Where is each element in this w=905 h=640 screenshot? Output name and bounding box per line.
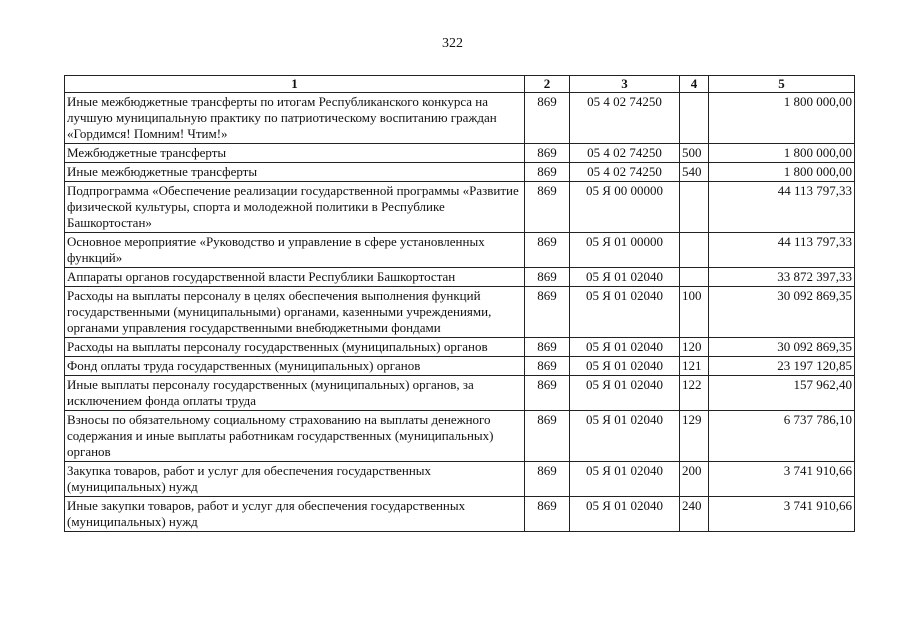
table-body xyxy=(65,93,855,532)
row-expense-type-cell: 121 xyxy=(680,357,709,376)
row-name-cell: Расходы на выплаты персоналу государственных (муниципальных) органов xyxy=(65,338,525,357)
row-target-code-cell: 05 Я 01 02040 xyxy=(570,357,680,376)
row-admin-code-cell: 869 xyxy=(525,497,570,532)
table-row xyxy=(65,357,855,376)
row-expense-type-cell xyxy=(680,233,709,268)
row-admin-code-cell: 869 xyxy=(525,411,570,462)
row-amount-cell: 23 197 120,85 xyxy=(709,357,855,376)
row-amount-cell: 3 741 910,66 xyxy=(709,497,855,532)
row-name-cell: Основное мероприятие «Руководство и управление в сфере установленных функций» xyxy=(65,233,525,268)
row-name-cell: Фонд оплаты труда государственных (муниципальных) органов xyxy=(65,357,525,376)
row-expense-type-cell: 120 xyxy=(680,338,709,357)
page-number: 322 xyxy=(442,36,463,51)
row-admin-code-cell: 869 xyxy=(525,93,570,144)
row-name-cell: Взносы по обязательному социальному страхованию на выплаты денежного содержания и иные выплаты работникам государственных (муниципальных) органов xyxy=(65,411,525,462)
header-cell-code: 3 xyxy=(570,76,680,93)
row-expense-type-cell: 100 xyxy=(680,287,709,338)
row-expense-type-cell xyxy=(680,268,709,287)
row-admin-code-cell: 869 xyxy=(525,233,570,268)
row-target-code-cell: 05 Я 01 02040 xyxy=(570,376,680,411)
row-target-code-cell: 05 Я 01 00000 xyxy=(570,233,680,268)
row-admin-code-cell: 869 xyxy=(525,268,570,287)
table-row xyxy=(65,497,855,532)
header-cell-adm: 2 xyxy=(525,76,570,93)
row-amount-cell: 44 113 797,33 xyxy=(709,182,855,233)
table-row xyxy=(65,338,855,357)
budget-table xyxy=(64,75,855,532)
row-name-cell: Закупка товаров, работ и услуг для обеспечения государственных (муниципальных) нужд xyxy=(65,462,525,497)
row-expense-type-cell: 540 xyxy=(680,163,709,182)
table-row xyxy=(65,376,855,411)
row-admin-code-cell: 869 xyxy=(525,287,570,338)
row-admin-code-cell: 869 xyxy=(525,338,570,357)
row-target-code-cell: 05 Я 01 02040 xyxy=(570,462,680,497)
table-header-row xyxy=(65,76,855,93)
row-amount-cell: 1 800 000,00 xyxy=(709,93,855,144)
row-amount-cell: 6 737 786,10 xyxy=(709,411,855,462)
row-expense-type-cell: 240 xyxy=(680,497,709,532)
row-admin-code-cell: 869 xyxy=(525,462,570,497)
table-row xyxy=(65,268,855,287)
table-row xyxy=(65,462,855,497)
table-row xyxy=(65,144,855,163)
row-amount-cell: 30 092 869,35 xyxy=(709,338,855,357)
row-expense-type-cell: 129 xyxy=(680,411,709,462)
row-admin-code-cell: 869 xyxy=(525,163,570,182)
row-target-code-cell: 05 4 02 74250 xyxy=(570,163,680,182)
row-name-cell: Иные межбюджетные трансферты по итогам Республиканского конкурса на лучшую муниципальную практику по патриотическому воспитанию граждан «Гордимся! Помним! Чтим!» xyxy=(65,93,525,144)
row-name-cell: Иные межбюджетные трансферты xyxy=(65,163,525,182)
row-name-cell: Межбюджетные трансферты xyxy=(65,144,525,163)
row-target-code-cell: 05 Я 01 02040 xyxy=(570,287,680,338)
row-amount-cell: 3 741 910,66 xyxy=(709,462,855,497)
table-row xyxy=(65,233,855,268)
row-target-code-cell: 05 4 02 74250 xyxy=(570,144,680,163)
row-admin-code-cell: 869 xyxy=(525,376,570,411)
row-admin-code-cell: 869 xyxy=(525,182,570,233)
row-name-cell: Расходы на выплаты персоналу в целях обеспечения выполнения функций государственными (муниципальными) органами, казенными учреждениями, органами управления государственными внебюджетными фондами xyxy=(65,287,525,338)
row-amount-cell: 30 092 869,35 xyxy=(709,287,855,338)
table-row xyxy=(65,411,855,462)
row-expense-type-cell xyxy=(680,182,709,233)
row-amount-cell: 157 962,40 xyxy=(709,376,855,411)
row-expense-type-cell: 122 xyxy=(680,376,709,411)
row-target-code-cell: 05 Я 01 02040 xyxy=(570,268,680,287)
table-row xyxy=(65,287,855,338)
row-target-code-cell: 05 Я 01 02040 xyxy=(570,411,680,462)
table-row xyxy=(65,163,855,182)
row-admin-code-cell: 869 xyxy=(525,144,570,163)
table-row xyxy=(65,93,855,144)
row-expense-type-cell: 200 xyxy=(680,462,709,497)
header-cell-vr: 4 xyxy=(680,76,709,93)
row-name-cell: Иные закупки товаров, работ и услуг для обеспечения государственных (муниципальных) нужд xyxy=(65,497,525,532)
row-amount-cell: 44 113 797,33 xyxy=(709,233,855,268)
header-cell-name: 1 xyxy=(65,76,525,93)
row-expense-type-cell xyxy=(680,93,709,144)
row-name-cell: Подпрограмма «Обеспечение реализации государственной программы «Развитие физической культуры, спорта и молодежной политики в Республике Башкортостан» xyxy=(65,182,525,233)
row-expense-type-cell: 500 xyxy=(680,144,709,163)
header-cell-sum: 5 xyxy=(709,76,855,93)
row-name-cell: Иные выплаты персоналу государственных (муниципальных) органов, за исключением фонда оплаты труда xyxy=(65,376,525,411)
row-admin-code-cell: 869 xyxy=(525,357,570,376)
row-amount-cell: 1 800 000,00 xyxy=(709,144,855,163)
row-name-cell: Аппараты органов государственной власти Республики Башкортостан xyxy=(65,268,525,287)
row-amount-cell: 1 800 000,00 xyxy=(709,163,855,182)
row-amount-cell: 33 872 397,33 xyxy=(709,268,855,287)
row-target-code-cell: 05 Я 01 02040 xyxy=(570,497,680,532)
table-row xyxy=(65,182,855,233)
row-target-code-cell: 05 Я 01 02040 xyxy=(570,338,680,357)
row-target-code-cell: 05 Я 00 00000 xyxy=(570,182,680,233)
row-target-code-cell: 05 4 02 74250 xyxy=(570,93,680,144)
